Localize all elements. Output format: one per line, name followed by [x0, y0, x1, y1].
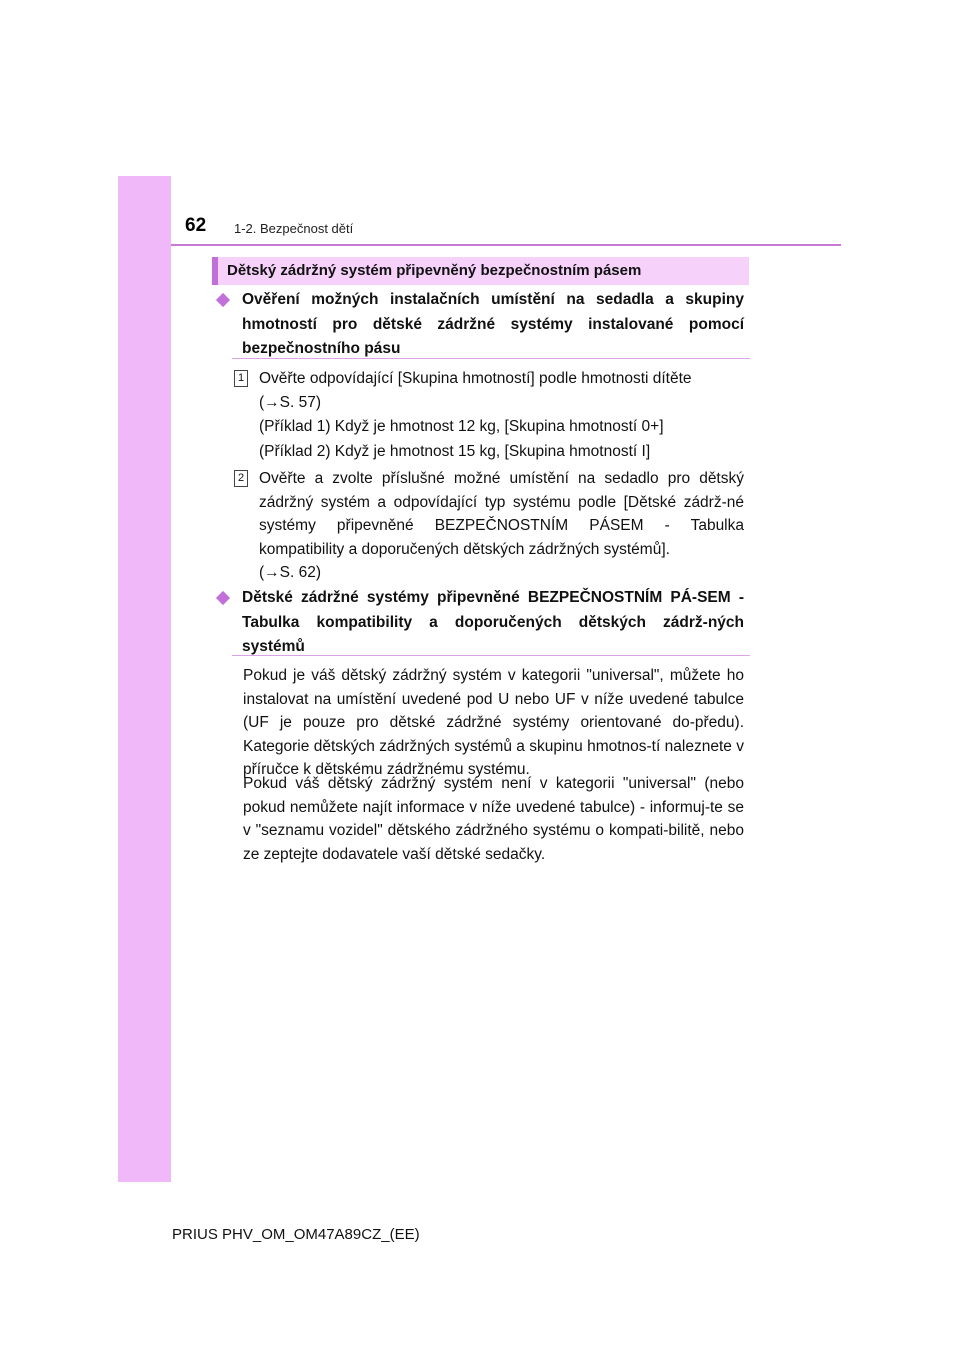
header-divider [171, 244, 841, 246]
step-text: Ověřte a zvolte příslušné možné umístění na sedadlo pro dětský zádržný systém a odpovídající typ systému podle [Dětské zádrž-né systémy připevněné BEZPEČNOSTNÍM PÁSEM - Tabulka kompatibility a doporučených dětských zádržných systémů]. [259, 470, 744, 558]
section-title-bar [212, 257, 749, 285]
step-1 [234, 367, 744, 414]
step-number-badge: 1 [234, 370, 248, 387]
subheading-compatibility-table [218, 586, 744, 660]
page-number: 62 [185, 215, 207, 236]
page-reference: (→S. 57) [259, 393, 322, 411]
paragraph-universal-category: Pokud je váš dětský zádržný systém v kategorii "universal", můžete ho instalovat na umístění uvedené pod U nebo UF v níže uvedené tabulce (UF je pouze pro dětské zádržné systémy orientované do-předu). Kategorie dětských zádržných systémů a skupinu hmotnos-tí naleznete v příručce k dětskému zádržnému systému. [243, 667, 744, 778]
step-text: Ověřte odpovídající [Skupina hmotností] podle hmotnosti dítěte [259, 370, 692, 387]
footer-document-code: PRIUS PHV_OM_OM47A89CZ_(EE) [172, 1226, 420, 1243]
step-2 [234, 467, 744, 585]
chapter-sidebar-tab [118, 176, 171, 1182]
example-2: (Příklad 2) Když je hmotnost 15 kg, [Skupina hmotností I] [259, 443, 651, 460]
step-number-badge: 2 [234, 470, 248, 487]
subheading-divider [232, 358, 750, 359]
subheading-text: Ověření možných instalačních umístění na sedadla a skupiny hmotností pro dětské zádržné systémy instalované pomocí bezpečnostního pásu [242, 291, 744, 357]
subheading-divider [232, 655, 750, 656]
paragraph-vehicle-list: Pokud váš dětský zádržný systém není v kategorii "universal" (nebo pokud nemůžete najít informace v níže uvedené tabulce) - informuj-te se v "seznamu vozidel" dětského zádržného systému o kompati-bilitě, nebo ze zeptejte dodavatele vaší dětské sedačky. [243, 775, 744, 863]
example-1: (Příklad 1) Když je hmotnost 12 kg, [Skupina hmotností 0+] [259, 418, 664, 435]
subheading-installation-check [218, 288, 744, 362]
header-section-title: 1-2. Bezpečnost dětí [234, 221, 354, 236]
section-title: Dětský zádržný systém připevněný bezpečnostním pásem [227, 262, 642, 279]
subheading-text: Dětské zádržné systémy připevněné BEZPEČNOSTNÍM PÁ-SEM - Tabulka kompatibility a doporučených dětských zádrž-ných systémů [242, 589, 744, 655]
page-reference: (→S. 62) [259, 564, 322, 581]
